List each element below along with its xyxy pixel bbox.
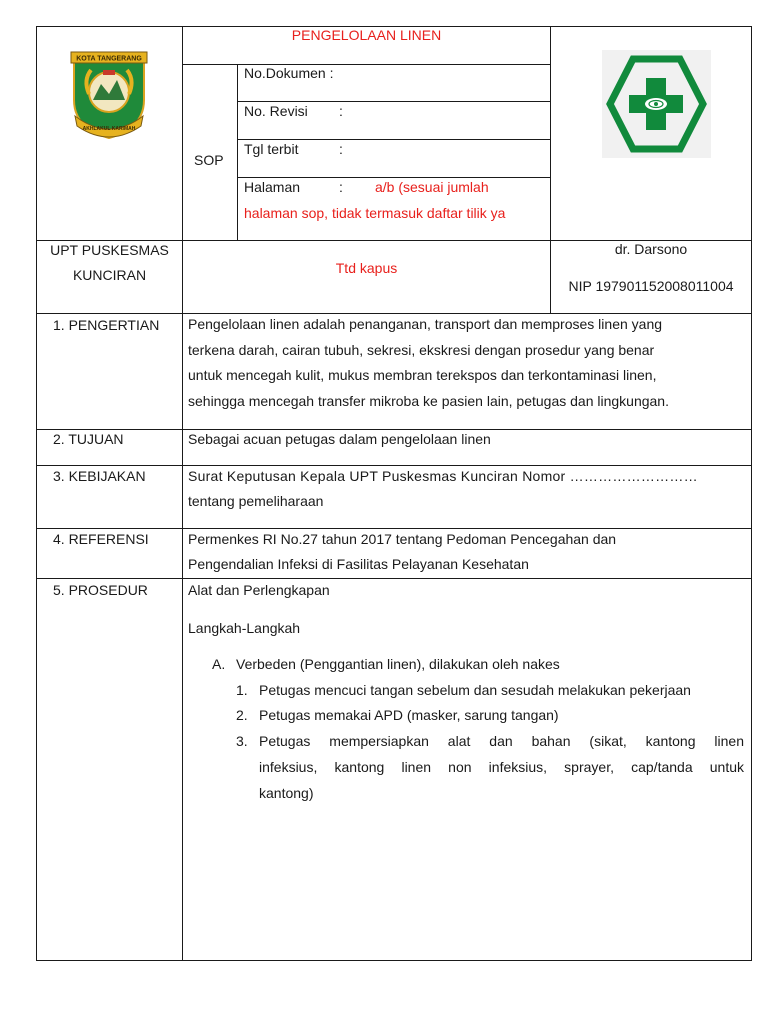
emblem-banner-text: KOTA TANGERANG <box>76 55 142 63</box>
table-border-left <box>36 26 37 961</box>
list-marker: A. <box>212 656 226 672</box>
langkah-heading: Langkah-Langkah <box>188 620 301 636</box>
text-line: Petugas mempersiapkan alat dan bahan (sikat, kantong linen <box>259 733 744 749</box>
divider <box>237 101 551 102</box>
divider <box>36 429 752 430</box>
tujuan-text: Sebagai acuan petugas dalam pengelolaan linen <box>188 431 491 447</box>
halaman-value-cont: halaman sop, tidak termasuk daftar tilik ya <box>244 205 506 221</box>
divider <box>182 26 183 961</box>
emblem-motto-text: AKHLAKUL KARIMAH <box>82 126 136 132</box>
sop-label: SOP <box>194 152 224 168</box>
step-number: 1. <box>236 682 248 698</box>
text-line: sehingga mencegah transfer mikroba ke pasien lain, petugas dan lingkungan. <box>188 392 669 409</box>
no-revisi-label: No. Revisi <box>244 103 308 119</box>
kota-tangerang-emblem <box>67 50 151 142</box>
halaman-colon: : <box>339 179 343 195</box>
text-line: Pengelolaan linen adalah penanganan, transport dan memproses linen yang <box>188 316 663 332</box>
referensi-text-cont: Pengendalian Infeksi di Fasilitas Pelayanan Kesehatan <box>188 556 529 572</box>
text-line: kantong) <box>259 785 314 801</box>
table-border-bottom <box>36 960 752 961</box>
halaman-label: Halaman <box>244 179 301 195</box>
text-line: terkena darah, cairan tubuh, sekresi, ekskresi dengan prosedur yang benar <box>188 341 655 358</box>
divider <box>36 578 752 579</box>
org-name: UPT PUSKESMAS <box>50 242 169 258</box>
kebijakan-text: Surat Keputusan Kepala UPT Puskesmas Kunciran Nomor ……………………… <box>188 468 698 484</box>
tgl-terbit-label: Tgl terbit <box>244 141 299 157</box>
org-name-cont: KUNCIRAN <box>72 267 147 283</box>
signatory-nip: NIP 197901152008011004 <box>568 278 734 294</box>
no-revisi-colon: : <box>339 103 343 119</box>
section-label-referensi: 4. REFERENSI <box>53 531 149 547</box>
document-title: PENGELOLAAN LINEN <box>291 27 442 43</box>
kebijakan-text-cont: tentang pemeliharaan <box>188 493 324 509</box>
puskesmas-logo <box>602 50 711 158</box>
section-label-kebijakan: 3. KEBIJAKAN <box>53 468 146 484</box>
step-text: Petugas mencuci tangan sebelum dan sesudah melakukan pekerjaan <box>259 682 691 698</box>
text-line: untuk mencegah kulit, mukus membran terekspos dan terkontaminasi linen, <box>188 367 657 383</box>
step-number: 2. <box>236 707 248 723</box>
text-line: infeksius, kantong linen non infeksius, sprayer, cap/tanda untuk <box>259 759 744 775</box>
divider <box>237 139 551 140</box>
signatory-name: dr. Darsono <box>614 241 688 257</box>
section-label-tujuan: 2. TUJUAN <box>53 431 124 447</box>
signature-placeholder: Ttd kapus <box>335 260 398 276</box>
table-border-right <box>751 26 752 961</box>
halaman-value: a/b (sesuai jumlah <box>375 179 489 195</box>
section-label-prosedur: 5. PROSEDUR <box>53 582 148 598</box>
divider <box>182 64 551 65</box>
step-text <box>259 728 744 806</box>
section-label-pengertian: 1. PENGERTIAN <box>53 317 160 333</box>
referensi-text: Permenkes RI No.27 tahun 2017 tentang Pedoman Pencegahan dan <box>188 531 617 547</box>
list-item: Verbeden (Penggantian linen), dilakukan oleh nakes <box>236 656 560 672</box>
no-dokumen-label: No.Dokumen : <box>244 65 334 81</box>
divider <box>237 64 238 240</box>
divider <box>36 528 752 529</box>
divider <box>36 465 752 466</box>
divider <box>237 177 551 178</box>
step-text: Petugas memakai APD (masker, sarung tangan) <box>259 707 559 723</box>
pengertian-text <box>188 312 744 414</box>
divider <box>550 26 551 240</box>
step-number: 3. <box>236 733 248 749</box>
alat-heading: Alat dan Perlengkapan <box>188 582 330 598</box>
tgl-terbit-colon: : <box>339 141 343 157</box>
